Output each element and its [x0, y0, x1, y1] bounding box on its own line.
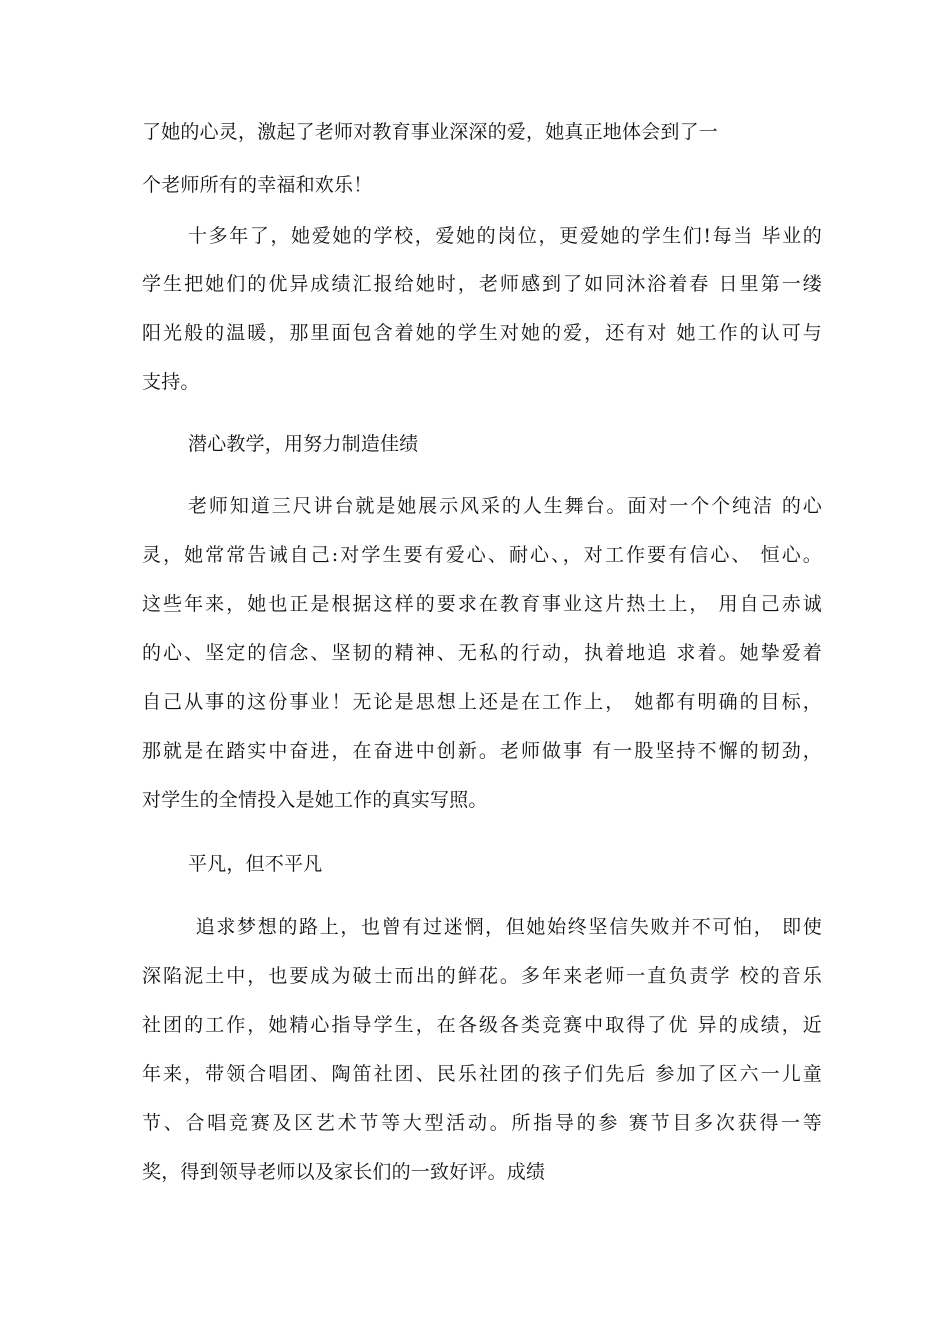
paragraph-2-line-4: 的心、坚定的信念、坚韧的精神、无私的行动，执着地追 求着。她挚爱着 [142, 642, 822, 664]
paragraph-3-line-1: 追求梦想的路上，也曾有过迷惘，但她始终坚信失败并不可怕， 即使 [188, 916, 822, 938]
paragraph-2-line-7: 对学生的全情投入是她工作的真实写照。 [142, 789, 488, 811]
paragraph-3-line-6: 奖，得到领导老师以及家长们的一致好评。成绩 [142, 1161, 546, 1183]
paragraph-2-line-1: 老师知道三尺讲台就是她展示风采的人生舞台。面对一个个纯洁 的心 [188, 495, 822, 517]
paragraph-2-line-3: 这些年来，她也正是根据这样的要求在教育事业这片热土上， 用自己赤诚 [142, 593, 822, 615]
paragraph-1-line-1: 十多年了，她爱她的学校，爱她的岗位，更爱她的学生们!每当 毕业的 [188, 225, 822, 247]
paragraph-2-line-6: 那就是在踏实中奋进，在奋进中创新。老师做事 有一股坚持不懈的韧劲， [142, 740, 822, 762]
paragraph-3-line-4: 年来，带领合唱团、陶笛社团、民乐社团的孩子们先后 参加了区六一儿童 [142, 1063, 822, 1085]
text-line-1: 了她的心灵，激起了老师对教育事业深深的爱，她真正地体会到了一 [142, 121, 719, 143]
paragraph-2-line-5: 自己从事的这份事业！无论是思想上还是在工作上， 她都有明确的目标， [142, 691, 822, 713]
section-heading-1: 潜心教学，用努力制造佳绩 [188, 433, 419, 455]
paragraph-1-line-2: 学生把她们的优异成绩汇报给她时，老师感到了如同沐浴着春 日里第一缕 [142, 273, 822, 295]
section-heading-2: 平凡，但不平凡 [188, 853, 323, 875]
paragraph-3-line-3: 社团的工作，她精心指导学生，在各级各类竞赛中取得了优 异的成绩，近 [142, 1014, 822, 1036]
paragraph-3-line-2: 深陷泥土中，也要成为破士而出的鲜花。多年来老师一直负责学 校的音乐 [142, 965, 822, 987]
paragraph-2-line-2: 灵，她常常告诫自己:对学生要有爱心、耐心、，对工作要有信心、 恒心。 [142, 544, 822, 566]
paragraph-1-line-4: 支持。 [142, 371, 200, 393]
paragraph-1-line-3: 阳光般的温暖，那里面包含着她的学生对她的爱，还有对 她工作的认可与 [142, 322, 822, 344]
text-line-2: 个老师所有的幸福和欢乐！ [142, 174, 373, 196]
paragraph-3-line-5: 节、合唱竞赛及区艺术节等大型活动。所指导的参 赛节目多次获得一等 [142, 1112, 822, 1134]
